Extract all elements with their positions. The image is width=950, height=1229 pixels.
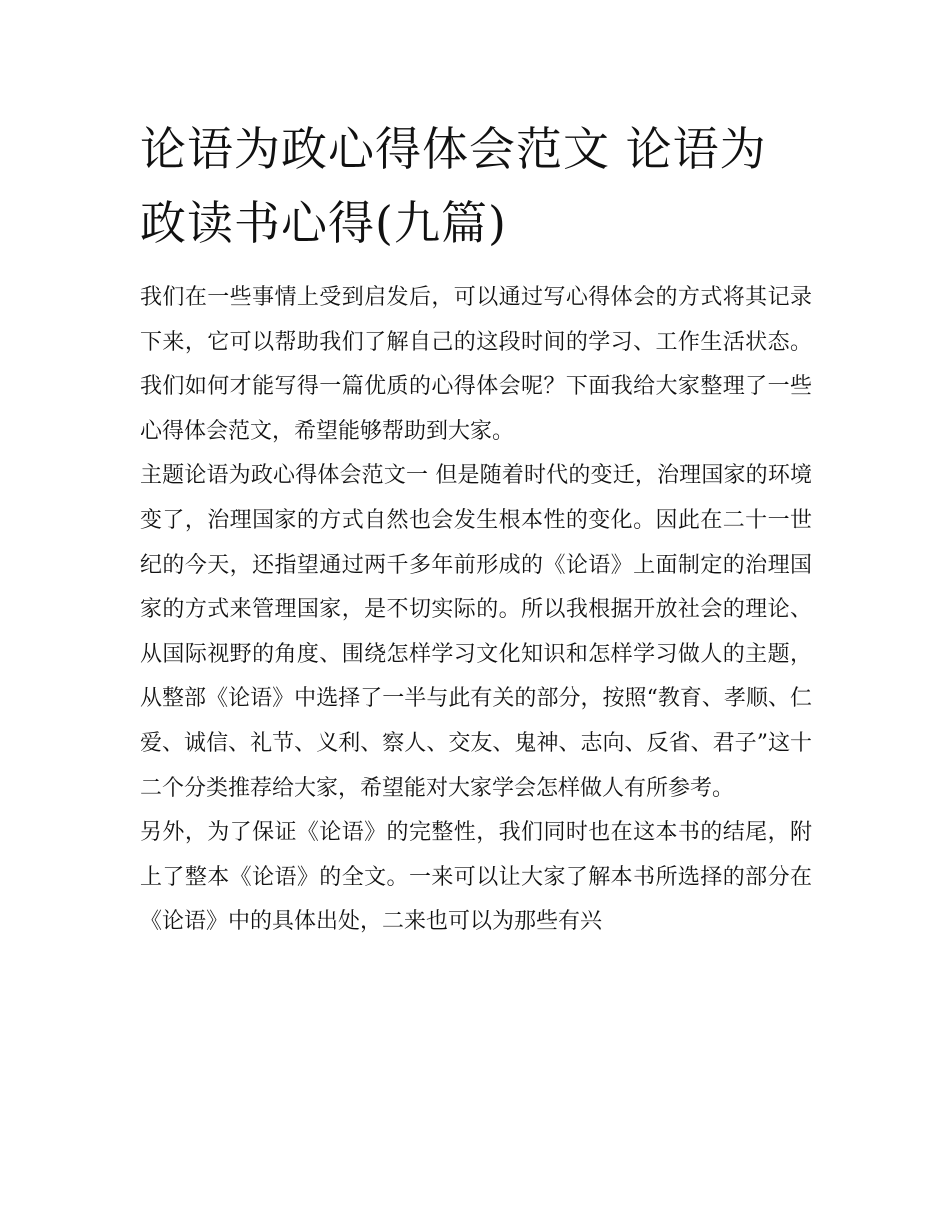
document-page (140, 112, 812, 945)
body-paragraph-1: 主题论语为政心得体会范文一 但是随着时代的变迁，治理国家的环境变了，治理国家的方式自然也会发生根本性的变化。因此在二十一世纪的今天，还指望通过两千多年前形成的《论语》上面制定的治理国家的方式来管理国家，是不切实际的。所以我根据开放社会的理论、从国际视野的角度、围绕怎样学习文化知识和怎样学习做人的主题，从整部《论语》中选择了一半与此有关的部分，按照“教育、孝顺、仁爱、诚信、礼节、义利、察人、交友、鬼神、志向、反省、君子”这十二个分类推荐给大家，希望能对大家学会怎样做人有所参考。 (140, 463, 812, 801)
body-paragraph-2: 另外，为了保证《论语》的完整性，我们同时也在这本书的结尾，附上了整本《论语》的全文。一来可以让大家了解本书所选择的部分在《论语》中的具体出处，二来也可以为那些有兴 (140, 820, 812, 935)
intro-paragraph: 我们在一些事情上受到启发后，可以通过写心得体会的方式将其记录下来，它可以帮助我们了解自己的这段时间的学习、工作生活状态。我们如何才能写得一篇优质的心得体会呢？下面我给大家整理了一些心得体会范文，希望能够帮助到大家。 (140, 285, 812, 444)
document-title: 论语为政心得体会范文 论语为政读书心得(九篇) (140, 122, 767, 250)
